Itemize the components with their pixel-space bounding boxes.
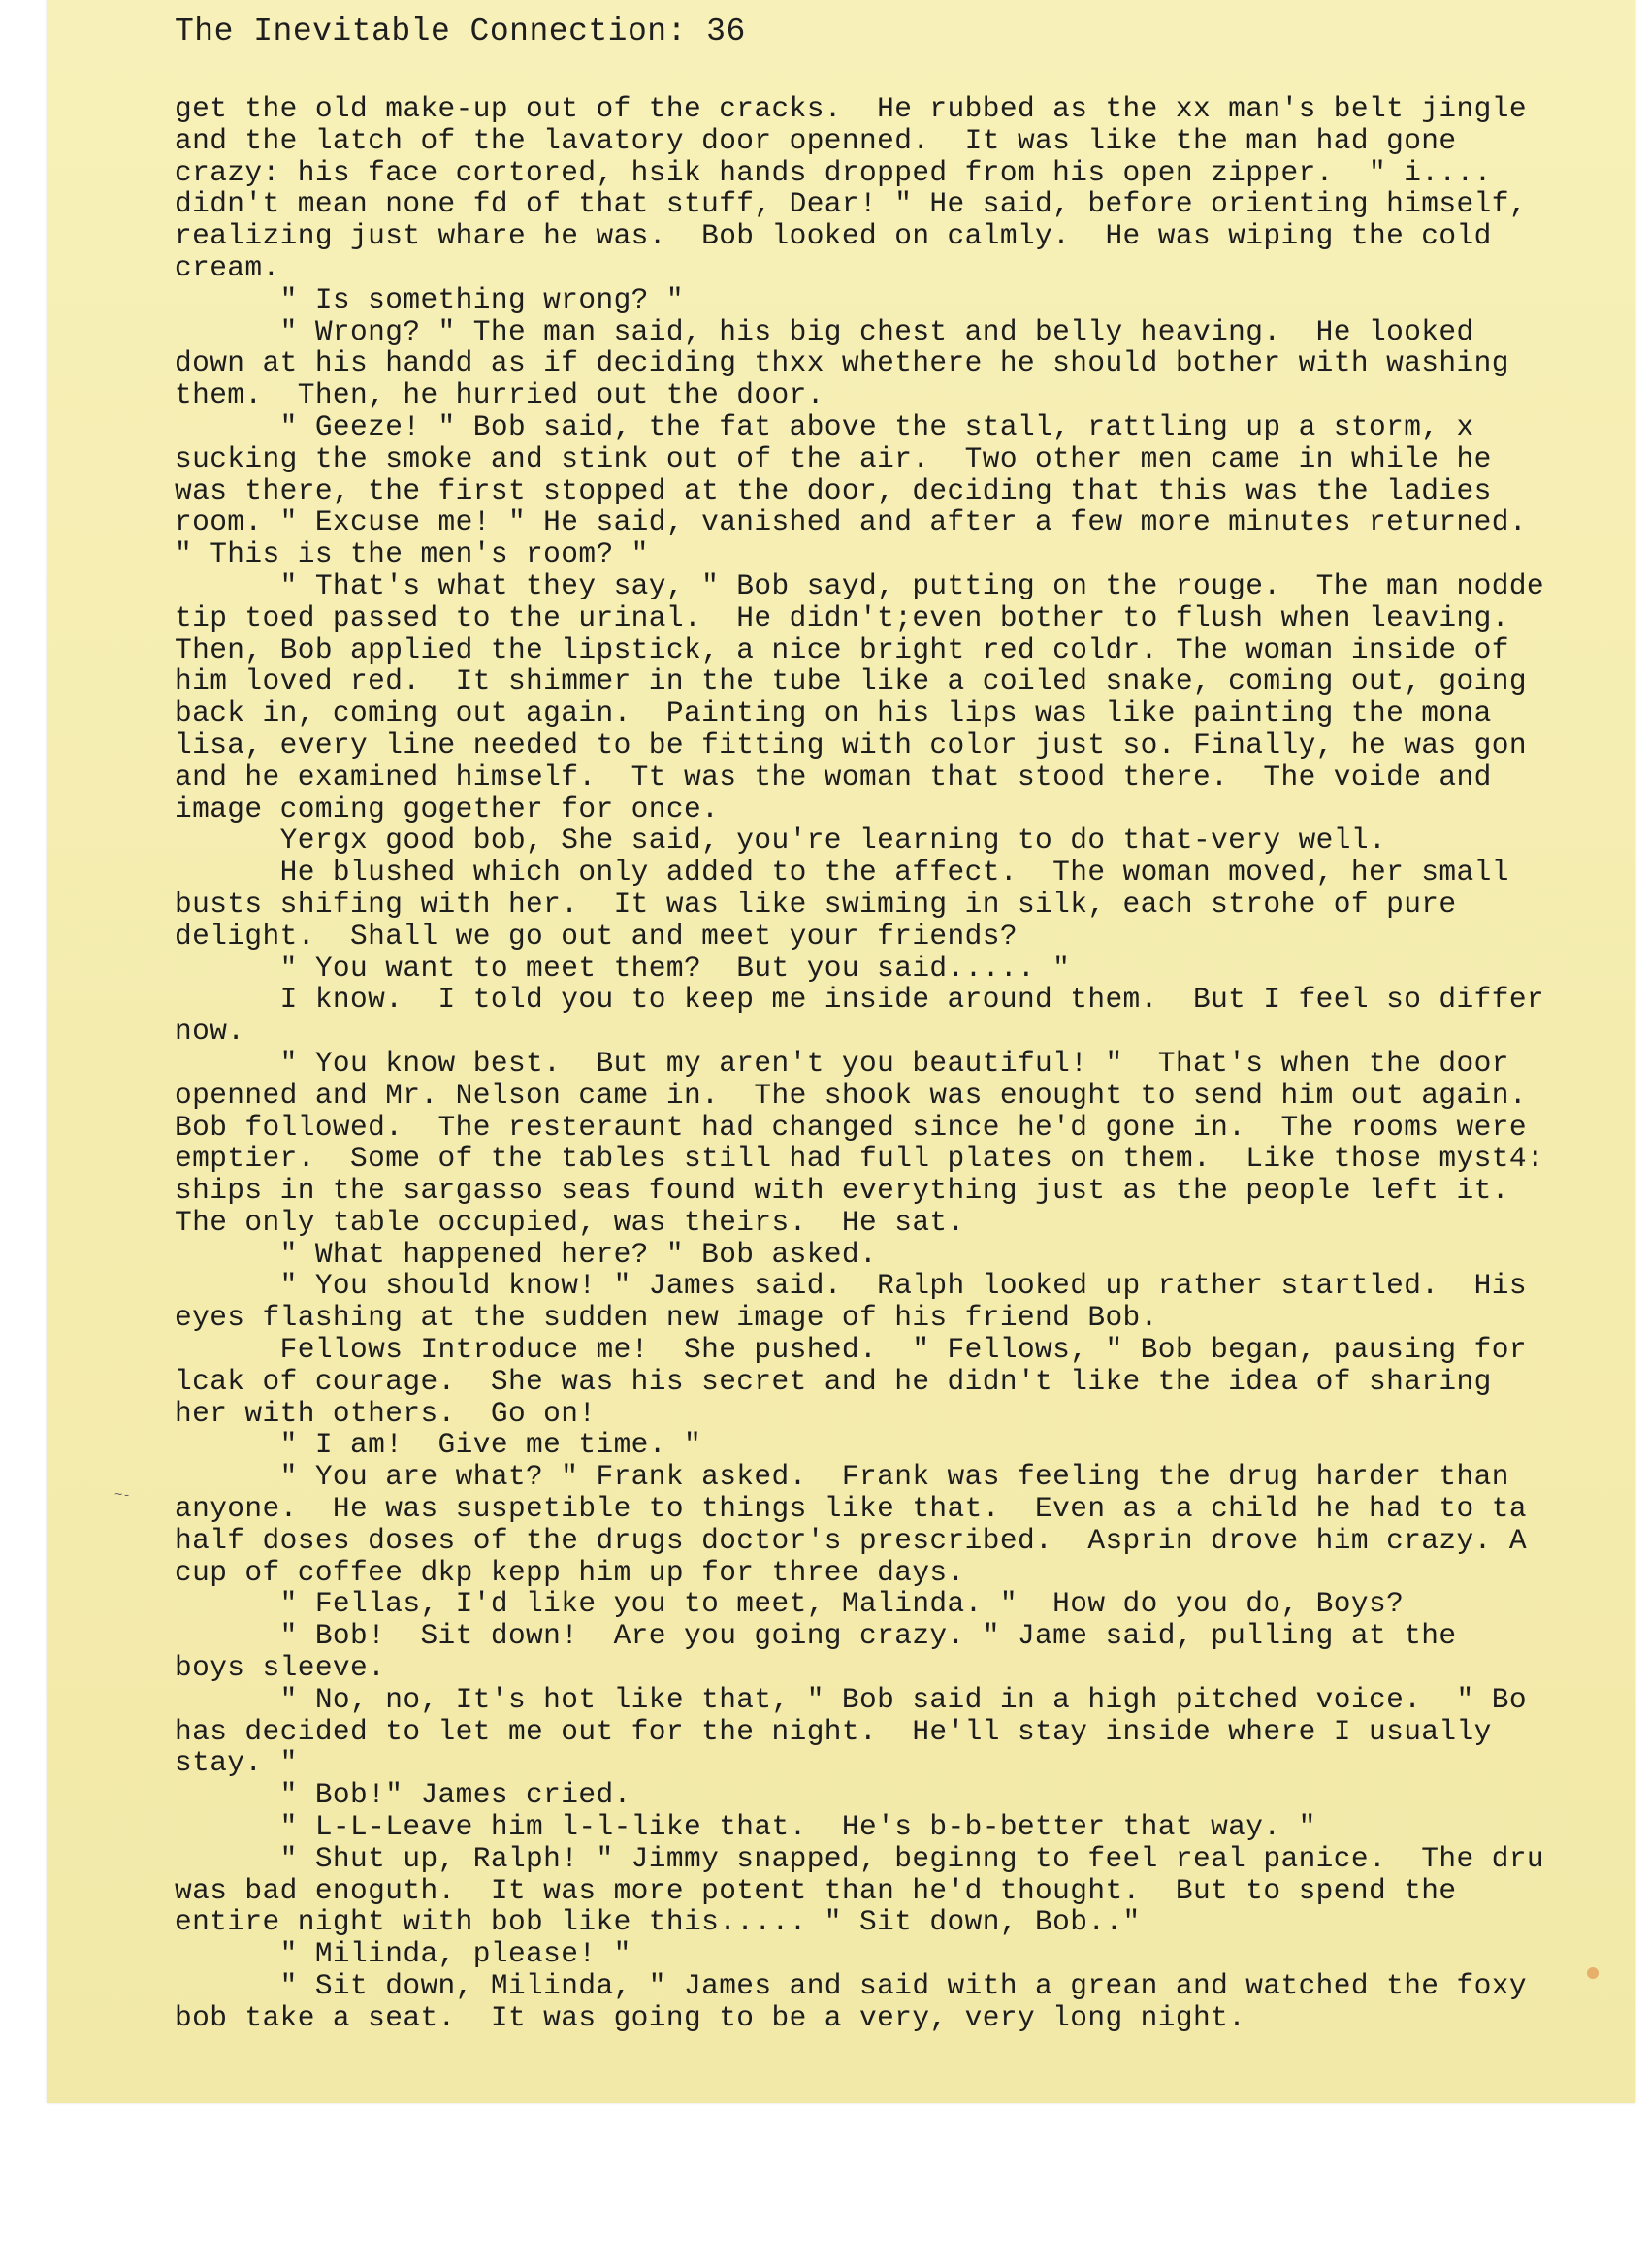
text-line: " Fellas, I'd like you to meet, Malinda. " How do you do, Boys? [175, 1588, 1405, 1621]
text-line: her with others. Go on! [175, 1397, 597, 1430]
text-line: was bad enoguth. It was more potent than he'd thought. But to spend the [175, 1874, 1457, 1907]
text-line: Fellows Introduce me! She pushed. " Fellows, " Bob began, pausing for [175, 1334, 1527, 1366]
text-line: entire night with bob like this..... " Sit down, Bob.." [175, 1906, 1141, 1939]
text-line: busts shifing with her. It was like swiming in silk, each strohe of pure [175, 888, 1457, 921]
manuscript-body [175, 93, 1649, 2034]
text-line: He blushed which only added to the affect. The woman moved, her small [175, 857, 1509, 889]
text-line: " I am! Give me time. " [175, 1429, 702, 1462]
text-line: stay. " [175, 1747, 298, 1780]
text-line: " You are what? " Frank asked. Frank was feeling the drug harder than [175, 1461, 1509, 1494]
text-line: half doses doses of the drugs doctor's prescribed. Asprin drove him crazy. A [175, 1524, 1527, 1557]
text-line: " L-L-Leave him l-l-like that. He's b-b-better that way. " [175, 1811, 1316, 1843]
text-line: cream. [175, 251, 280, 284]
text-line: and the latch of the lavatory door openned. It was like the man had gone [175, 124, 1457, 157]
text-line: lcak of courage. She was his secret and he didn't like the idea of sharing [175, 1365, 1492, 1398]
text-line: eyes flashing at the sudden new image of his friend Bob. [175, 1302, 1158, 1335]
text-line: room. " Excuse me! " He said, vanished and after a few more minutes returned. [175, 506, 1527, 539]
text-line: lisa, every line needed to be fitting with color just so. Finally, he was gon [175, 729, 1527, 761]
text-line: " Wrong? " The man said, his big chest and belly heaving. He looked [175, 315, 1474, 348]
text-line: tip toed passed to the urinal. He didn't;even bother to flush when leaving. [175, 601, 1509, 634]
text-line: Then, Bob applied the lipstick, a nice bright red coldr. The woman inside of [175, 633, 1509, 666]
text-line: " This is the men's room? " [175, 538, 649, 570]
text-line: " Is something wrong? " [175, 283, 684, 316]
text-line: crazy: his face cortored, hsik hands dropped from his open zipper. " i.... [175, 156, 1492, 189]
text-line: anyone. He was suspetible to things like that. Even as a child he had to ta [175, 1493, 1527, 1525]
text-line: " You know best. But my aren't you beautiful! " That's when the door [175, 1047, 1509, 1080]
text-line: " Shut up, Ralph! " Jimmy snapped, beginng to feel real panice. The dru [175, 1842, 1545, 1875]
text-line: " What happened here? " Bob asked. [175, 1238, 878, 1271]
text-line: them. Then, he hurried out the door. [175, 379, 824, 411]
page-header: The Inevitable Connection: 36 [175, 14, 746, 49]
text-line: " Sit down, Milinda, " James and said with a grean and watched the foxy [175, 1970, 1527, 2002]
text-line: delight. Shall we go out and meet your friends? [175, 920, 1018, 953]
text-line: him loved red. It shimmer in the tube like a coiled snake, coming out, going [175, 665, 1527, 698]
text-line: openned and Mr. Nelson came in. The shook was enought to send him out again. [175, 1079, 1527, 1112]
text-line: Bob followed. The resteraunt had changed since he'd gone in. The rooms were [175, 1111, 1527, 1144]
text-line: sucking the smoke and stink out of the air. Two other men came in while he [175, 442, 1492, 475]
text-line: image coming gogether for once. [175, 793, 720, 826]
text-line: now. [175, 1016, 245, 1048]
text-line: cup of coffee dkp kepp him up for three days. [175, 1556, 965, 1589]
text-line: " You should know! " James said. Ralph looked up rather startled. His [175, 1270, 1527, 1303]
text-line: and he examined himself. Tt was the woman that stood there. The voide and [175, 761, 1492, 794]
text-line: didn't mean none fd of that stuff, Dear! " He said, before orienting himself, [175, 188, 1527, 221]
text-line: " You want to meet them? But you said..... " [175, 952, 1071, 985]
text-line: " That's what they say, " Bob sayd, putting on the rouge. The man nodde [175, 569, 1545, 602]
margin-pencil-mark: ~- [114, 1488, 131, 1504]
text-line: back in, coming out again. Painting on his lips was like painting the mona [175, 697, 1492, 729]
text-line: " Bob! Sit down! Are you going crazy. " Jame said, pulling at the [175, 1620, 1457, 1653]
text-line: " Geeze! " Bob said, the fat above the stall, rattling up a storm, x [175, 410, 1474, 443]
text-line: boys sleeve. [175, 1652, 386, 1684]
text-line: down at his handd as if deciding thxx whethere he should bother with washing [175, 347, 1509, 380]
text-line: bob take a seat. It was going to be a very, very long night. [175, 2001, 1246, 2034]
text-line: realizing just whare he was. Bob looked on calmly. He was wiping the cold [175, 220, 1492, 252]
text-line: was there, the first stopped at the door, deciding that this was the ladies [175, 474, 1492, 507]
text-line: " Milinda, please! " [175, 1938, 631, 1971]
text-line: I know. I told you to keep me inside around them. But I feel so differ [175, 984, 1545, 1017]
typewritten-page [47, 0, 1635, 2103]
text-line: Yergx good bob, She said, you're learning to do that-very well. [175, 825, 1387, 858]
text-line: " Bob!" James cried. [175, 1779, 631, 1812]
text-line: ships in the sargasso seas found with everything just as the people left it. [175, 1175, 1509, 1207]
text-line: get the old make-up out of the cracks. He rubbed as the xx man's belt jingle [175, 93, 1527, 125]
text-line: " No, no, It's hot like that, " Bob said in a high pitched voice. " Bo [175, 1683, 1527, 1716]
text-line: The only table occupied, was theirs. He sat. [175, 1206, 965, 1239]
text-line: emptier. Some of the tables still had full plates on them. Like those myst4: [175, 1143, 1545, 1176]
text-line: has decided to let me out for the night. He'll stay inside where I usually [175, 1715, 1492, 1748]
